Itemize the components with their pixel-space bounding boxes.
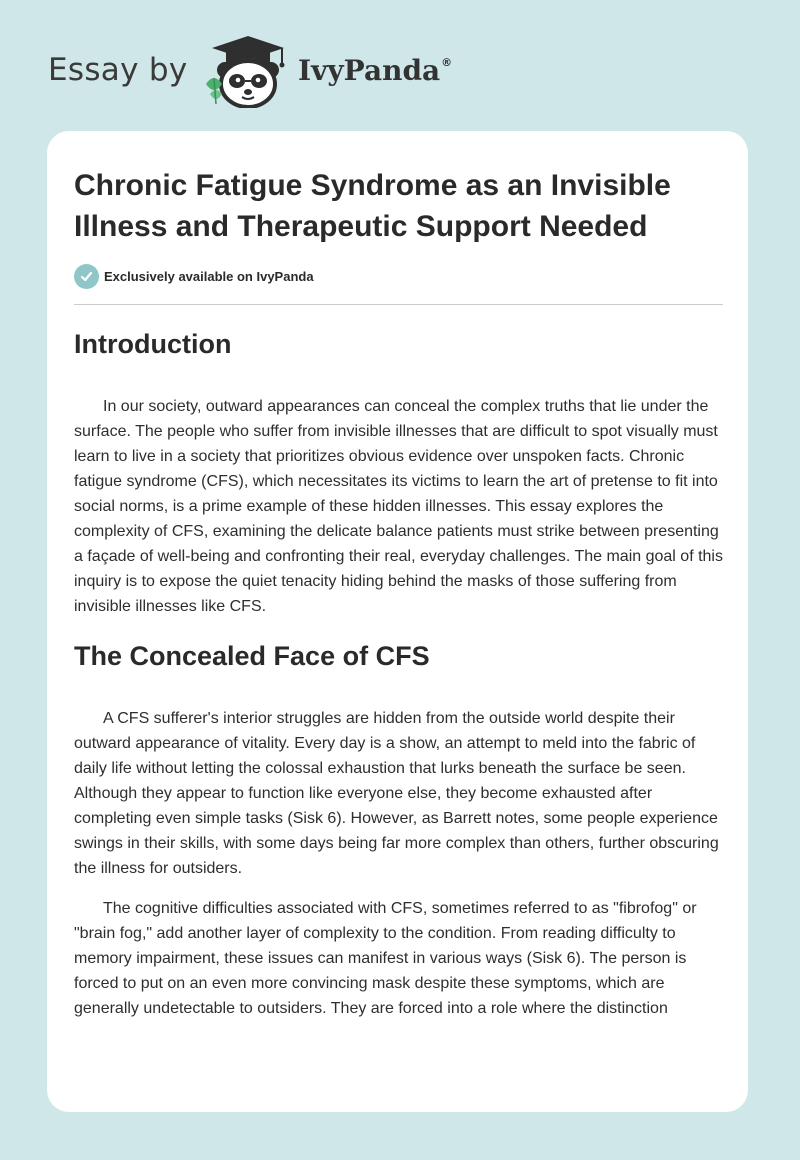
paragraph: The cognitive difficulties associated with CFS, sometimes referred to as "fibrofog" or "brain fog," add another layer of complexity to the condition. From reading difficulty to memory impairment, these issues can manifest in various ways (Sisk 6). The person is forced to put on an even more convincing mask despite these symptoms, which are generally undetectable to outsiders. They are forced into a role where the distinction	[74, 900, 697, 1017]
essay-title: Chronic Fatigue Syndrome as an Invisible Illness and Therapeutic Support Needed	[74, 169, 671, 243]
brand-name[interactable]: IvyPanda®	[298, 54, 453, 87]
paragraph: In our society, outward appearances can conceal the complex truths that lie under the surface. The people who suffer from invisible illnesses that are difficult to spot visually must learn to live in a society that prioritizes obvious evidence over unspoken facts. Chronic fatigue syndrome (CFS), which necessitates its victims to learn the art of pretense to fit into social norms, is a prime example of these hidden illnesses. This essay explores the complexity of CFS, examining the delicate balance patients must strike between presenting a façade of well-being and confronting their real, everyday challenges. The main goal of this inquiry is to expose the quiet tenacity hiding behind the masks of those suffering from invisible illnesses like CFS.	[74, 398, 723, 615]
badge-label: Exclusively available on IvyPanda	[104, 268, 314, 284]
paragraph: A CFS sufferer's interior struggles are hidden from the outside world despite their outward appearance of vitality. Every day is a show, an attempt to meld into the fabric of daily life without letting the colossal exhaustion that lurks beneath the surface be seen. Although they appear to function like everyone else, they become exhausted after completing even simple tasks (Sisk 6). However, as Barrett notes, some people experience swings in their skills, with some days being far more complex than others, further obscuring the illness for outsiders.	[74, 710, 719, 877]
exclusive-badge	[74, 263, 724, 289]
section-heading-concealed-face: The Concealed Face of CFS	[74, 641, 430, 671]
divider	[74, 304, 723, 305]
essay-content	[74, 165, 724, 1021]
section-heading-introduction: Introduction	[74, 329, 232, 359]
registered-mark: ®	[441, 56, 453, 69]
site-header	[48, 34, 468, 108]
check-circle-icon	[74, 264, 99, 289]
essay-by-label: Essay by	[48, 52, 188, 88]
panda-logo-icon[interactable]	[202, 34, 292, 108]
essay-card	[47, 131, 748, 1112]
